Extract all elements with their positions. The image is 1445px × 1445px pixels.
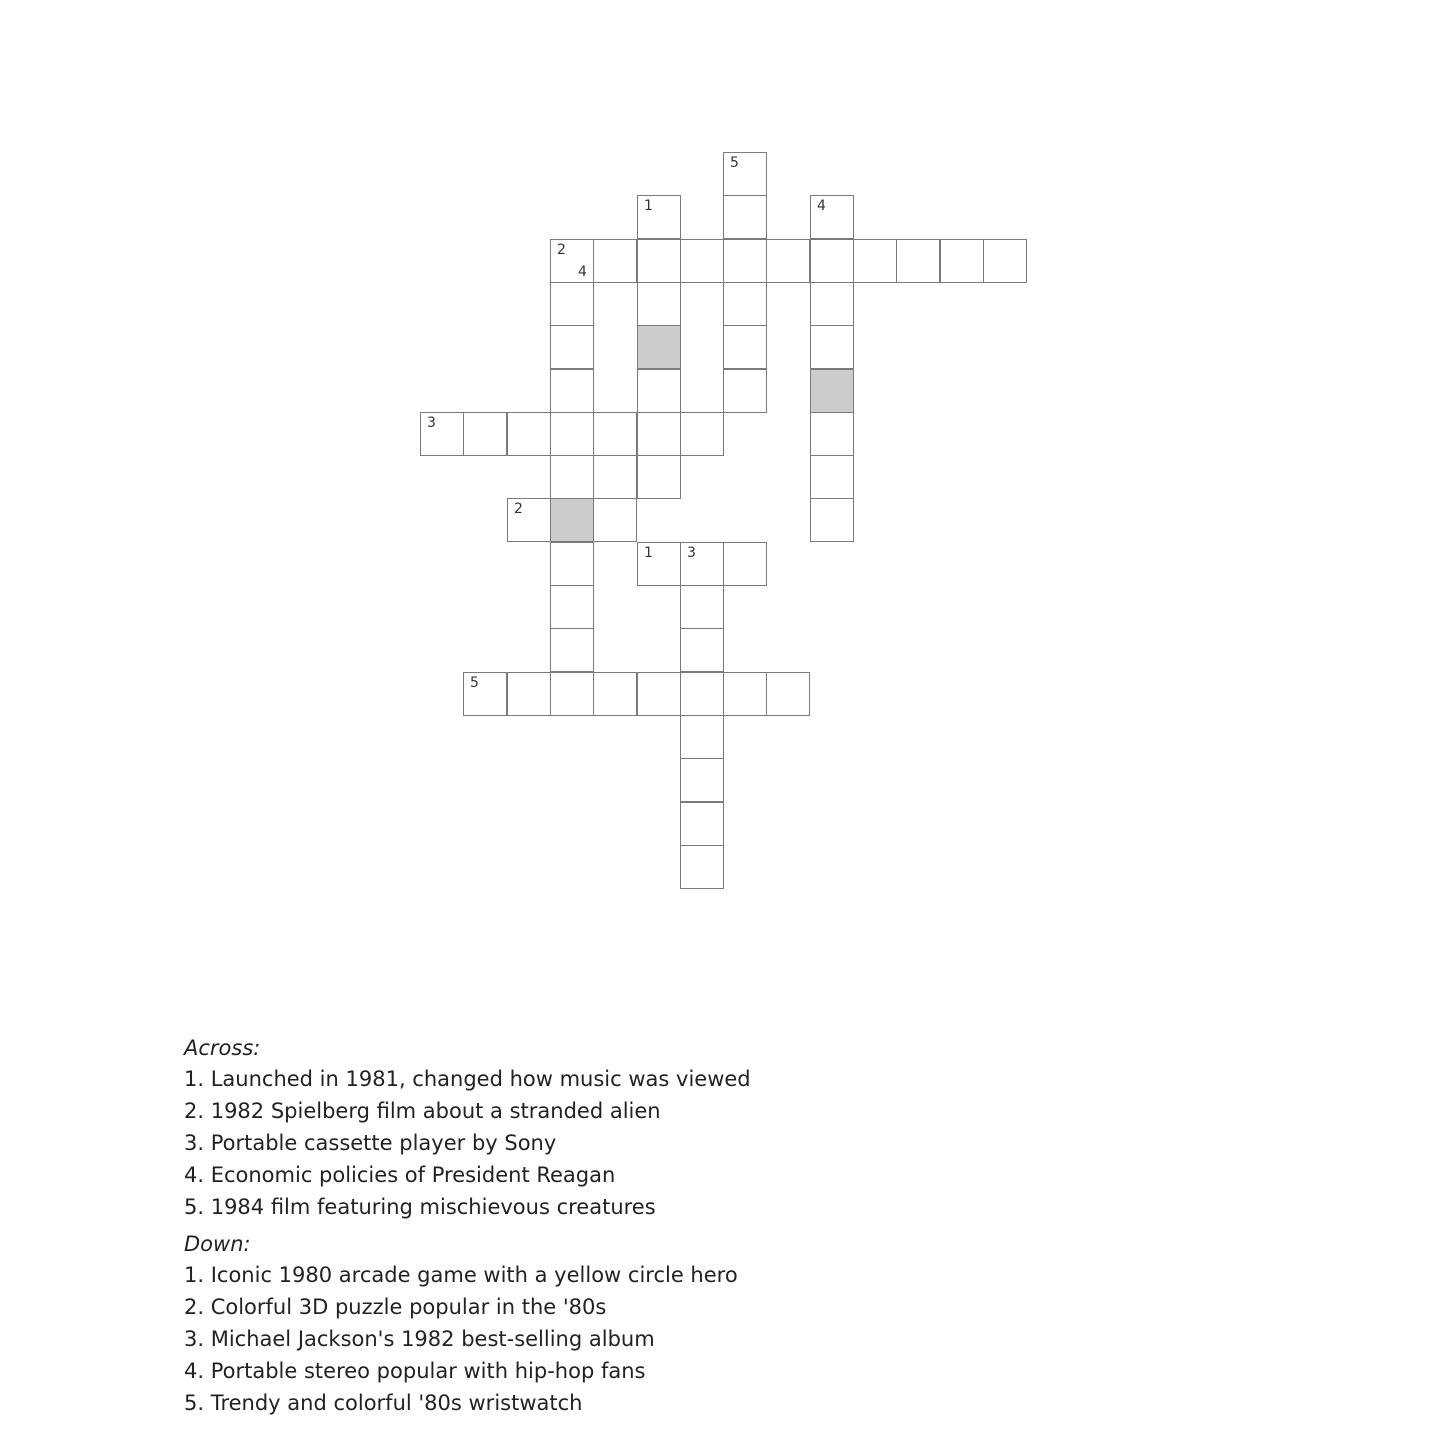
grid-cell[interactable] <box>723 369 767 413</box>
grid-cell[interactable] <box>507 672 551 716</box>
grid-cell[interactable] <box>723 672 767 716</box>
grid-cell[interactable] <box>637 412 681 456</box>
clue-number: 2 <box>557 242 566 258</box>
shaded-cell <box>810 369 854 413</box>
across-clue-4: 4. Economic policies of President Reagan <box>184 1163 616 1187</box>
grid-cell[interactable] <box>637 195 681 239</box>
grid-cell[interactable] <box>550 672 594 716</box>
grid-cell[interactable] <box>593 455 637 499</box>
down-clue-1: 1. Iconic 1980 arcade game with a yellow circle hero <box>184 1263 738 1287</box>
grid-cell[interactable] <box>810 455 854 499</box>
grid-cell[interactable] <box>637 672 681 716</box>
down-clue-5: 5. Trendy and colorful '80s wristwatch <box>184 1391 583 1415</box>
clue-number: 4 <box>817 198 826 214</box>
grid-cell[interactable] <box>593 239 637 283</box>
shaded-cell <box>550 498 594 542</box>
grid-cell[interactable] <box>593 412 637 456</box>
grid-cell[interactable] <box>637 455 681 499</box>
grid-cell[interactable] <box>637 239 681 283</box>
shaded-cell <box>637 325 681 369</box>
grid-cell[interactable] <box>550 542 594 586</box>
clue-number: 5 <box>730 155 739 171</box>
down-clue-2: 2. Colorful 3D puzzle popular in the '80s <box>184 1295 607 1319</box>
grid-cell[interactable] <box>940 239 984 283</box>
grid-cell[interactable] <box>810 325 854 369</box>
grid-cell[interactable] <box>550 412 594 456</box>
grid-cell[interactable] <box>637 542 681 586</box>
grid-cell[interactable] <box>680 672 724 716</box>
across-clue-1: 1. Launched in 1981, changed how music was viewed <box>184 1067 751 1091</box>
clue-number: 1 <box>644 198 653 214</box>
grid-cell[interactable] <box>680 845 724 889</box>
grid-cell[interactable] <box>680 628 724 672</box>
grid-cell[interactable] <box>680 412 724 456</box>
grid-cell[interactable] <box>810 195 854 239</box>
grid-cell[interactable] <box>680 802 724 846</box>
grid-cell[interactable] <box>593 498 637 542</box>
grid-cell[interactable] <box>550 455 594 499</box>
grid-cell[interactable] <box>810 412 854 456</box>
grid-cell[interactable] <box>723 282 767 326</box>
clue-number: 1 <box>644 545 653 561</box>
grid-cell[interactable] <box>766 239 810 283</box>
across-clue-5: 5. 1984 film featuring mischievous creatures <box>184 1195 656 1219</box>
grid-cell[interactable] <box>550 282 594 326</box>
grid-cell[interactable] <box>680 542 724 586</box>
grid-cell[interactable] <box>507 412 551 456</box>
grid-cell[interactable] <box>637 369 681 413</box>
grid-cell[interactable] <box>766 672 810 716</box>
clue-number: 2 <box>514 501 523 517</box>
clue-list <box>184 1033 1184 1419</box>
grid-cell[interactable] <box>983 239 1027 283</box>
grid-cell[interactable] <box>550 628 594 672</box>
grid-cell[interactable] <box>593 672 637 716</box>
grid-cell[interactable] <box>550 239 594 283</box>
grid-cell[interactable] <box>810 498 854 542</box>
grid-cell[interactable] <box>723 239 767 283</box>
grid-cell[interactable] <box>853 239 897 283</box>
grid-cell[interactable] <box>420 412 464 456</box>
grid-cell[interactable] <box>896 239 940 283</box>
grid-cell[interactable] <box>723 195 767 239</box>
clue-number: 3 <box>427 415 436 431</box>
down-clue-4: 4. Portable stereo popular with hip-hop fans <box>184 1359 646 1383</box>
grid-cell[interactable] <box>723 542 767 586</box>
grid-cell[interactable] <box>680 758 724 802</box>
grid-cell[interactable] <box>680 715 724 759</box>
clue-number: 3 <box>687 545 696 561</box>
grid-cell[interactable] <box>507 498 551 542</box>
grid-cell[interactable] <box>810 282 854 326</box>
grid-cell[interactable] <box>723 152 767 196</box>
grid-cell[interactable] <box>637 282 681 326</box>
grid-cell[interactable] <box>680 239 724 283</box>
grid-cell[interactable] <box>550 325 594 369</box>
grid-cell[interactable] <box>550 585 594 629</box>
grid-cell[interactable] <box>723 325 767 369</box>
grid-cell[interactable] <box>463 672 507 716</box>
clue-number: 5 <box>470 675 479 691</box>
grid-cell[interactable] <box>680 585 724 629</box>
grid-cell[interactable] <box>463 412 507 456</box>
grid-cell[interactable] <box>550 369 594 413</box>
across-clue-3: 3. Portable cassette player by Sony <box>184 1131 557 1155</box>
clue-number: 4 <box>578 264 587 280</box>
across-clue-2: 2. 1982 Spielberg film about a stranded alien <box>184 1099 661 1123</box>
across-heading: Across: <box>184 1036 261 1060</box>
down-clue-3: 3. Michael Jackson's 1982 best-selling album <box>184 1327 655 1351</box>
down-heading: Down: <box>184 1232 251 1256</box>
grid-cell[interactable] <box>810 239 854 283</box>
